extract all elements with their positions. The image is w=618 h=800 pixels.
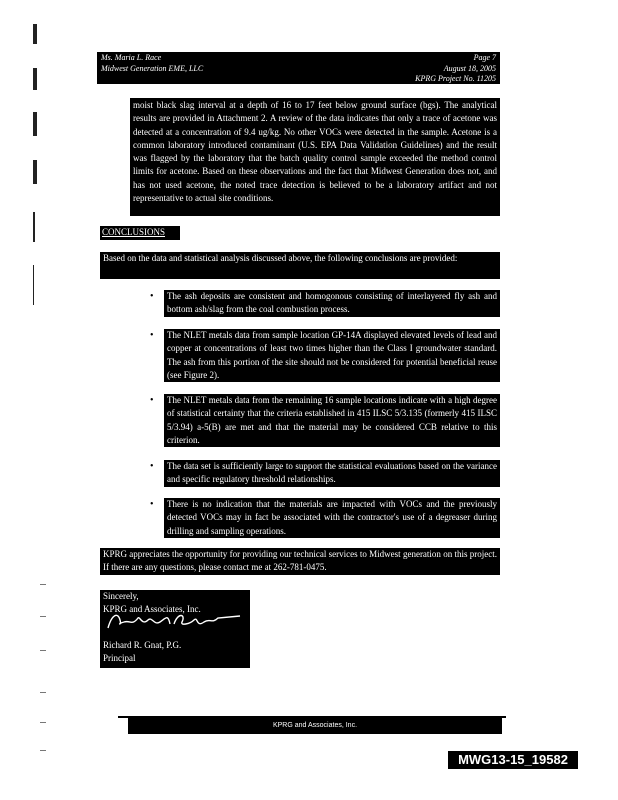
letter-header bbox=[97, 52, 500, 84]
bates-number: MWG13-15_19582 bbox=[448, 751, 578, 769]
header-date: August 18, 2005 bbox=[443, 63, 496, 73]
salutation: Sincerely, bbox=[103, 591, 139, 601]
footer-band bbox=[128, 718, 502, 734]
handwritten-signature bbox=[104, 610, 244, 632]
scan-mark bbox=[33, 68, 37, 90]
conclusion-bullet: The ash deposits are consistent and homogonous consisting of interlayered fly ash and bottom ash/slag from the coal combustion process. bbox=[164, 290, 500, 317]
header-recipient: Ms. Maria L. Race bbox=[101, 53, 162, 62]
scan-mark bbox=[33, 212, 35, 242]
bullet-icon: • bbox=[150, 330, 154, 341]
signature-block bbox=[100, 590, 250, 668]
scan-dash bbox=[40, 650, 46, 651]
bullet-icon: • bbox=[150, 395, 154, 406]
signer-title: Principal bbox=[103, 652, 136, 663]
signer-name: Richard R. Gnat, P.G. bbox=[103, 640, 182, 650]
conclusions-heading: CONCLUSIONS bbox=[100, 226, 180, 240]
conclusion-bullet: The NLET metals data from sample location GP-14A displayed elevated levels of lead and copper at concentrations of least two times higher than the Class I groundwater standard. The ash from this portion of the site should not be considered for potential beneficial reuse (see Figure 2). bbox=[164, 329, 500, 382]
footer-firm: KPRG and Associates, Inc. bbox=[272, 722, 358, 729]
scan-dash bbox=[40, 722, 46, 723]
scan-dash bbox=[40, 750, 46, 751]
bullet-icon: • bbox=[150, 291, 154, 302]
scan-mark bbox=[33, 265, 34, 305]
scan-mark bbox=[33, 160, 37, 184]
conclusion-bullet: The NLET metals data from the remaining 16 sample locations indicate with a high degree of statistical certainty that the criteria established in 415 ILSC 5/3.135 (formerly 415 ILSC 5/3.94) a-5(B) are met and that the material may be considered CCB relative to this criterion. bbox=[164, 394, 500, 447]
header-company: Midwest Generation EME, LLC bbox=[101, 63, 204, 73]
scan-mark bbox=[33, 112, 37, 136]
intro-paragraph: moist black slag interval at a depth of 16 to 17 feet below ground surface (bgs). The analytical results are provided in Attachment 2. A review of the data indicates that only a trace of acetone was detected at a concentration of 9.4 ug/kg. No other VOCs were detected in the sample. Acetone is a common laboratory introduced contaminant (U.S. EPA Data Validation Guidelines) and the result was flagged by the laboratory that the batch quality control sample exceeded the method control limits for acetone. Based on these observations and the fact that Midwest Generation does not, and has not used acetone, the noted trace detection is believed to be a laboratory artifact and not representative to actual site conditions. bbox=[130, 98, 500, 216]
signature-firm: KPRG and Associates, Inc. bbox=[103, 603, 201, 614]
bullet-icon: • bbox=[150, 461, 154, 472]
scan-mark bbox=[33, 24, 37, 44]
conclusion-bullet: The data set is sufficiently large to support the statistical evaluations based on the variance and specific regulatory threshold relationships. bbox=[164, 460, 500, 487]
header-page: Page 7 bbox=[473, 53, 496, 62]
conclusion-bullet: There is no indication that the materials are impacted with VOCs and the previously detected VOCs may in fact be associated with the contractor's use of a degreaser during drilling and sampling operations. bbox=[164, 498, 500, 538]
closing-paragraph: KPRG appreciates the opportunity for providing our technical services to Midwest generation on this project. If there are any questions, please contact me at 262-781-0475. bbox=[100, 548, 500, 575]
scan-dash bbox=[40, 616, 46, 617]
header-project: KPRG Project No. 11205 bbox=[415, 74, 496, 83]
conclusions-intro: Based on the data and statistical analysis discussed above, the following conclusions are provided: bbox=[100, 252, 500, 279]
scan-dash bbox=[40, 692, 46, 693]
scan-dash bbox=[40, 584, 46, 585]
bullet-icon: • bbox=[150, 499, 154, 510]
